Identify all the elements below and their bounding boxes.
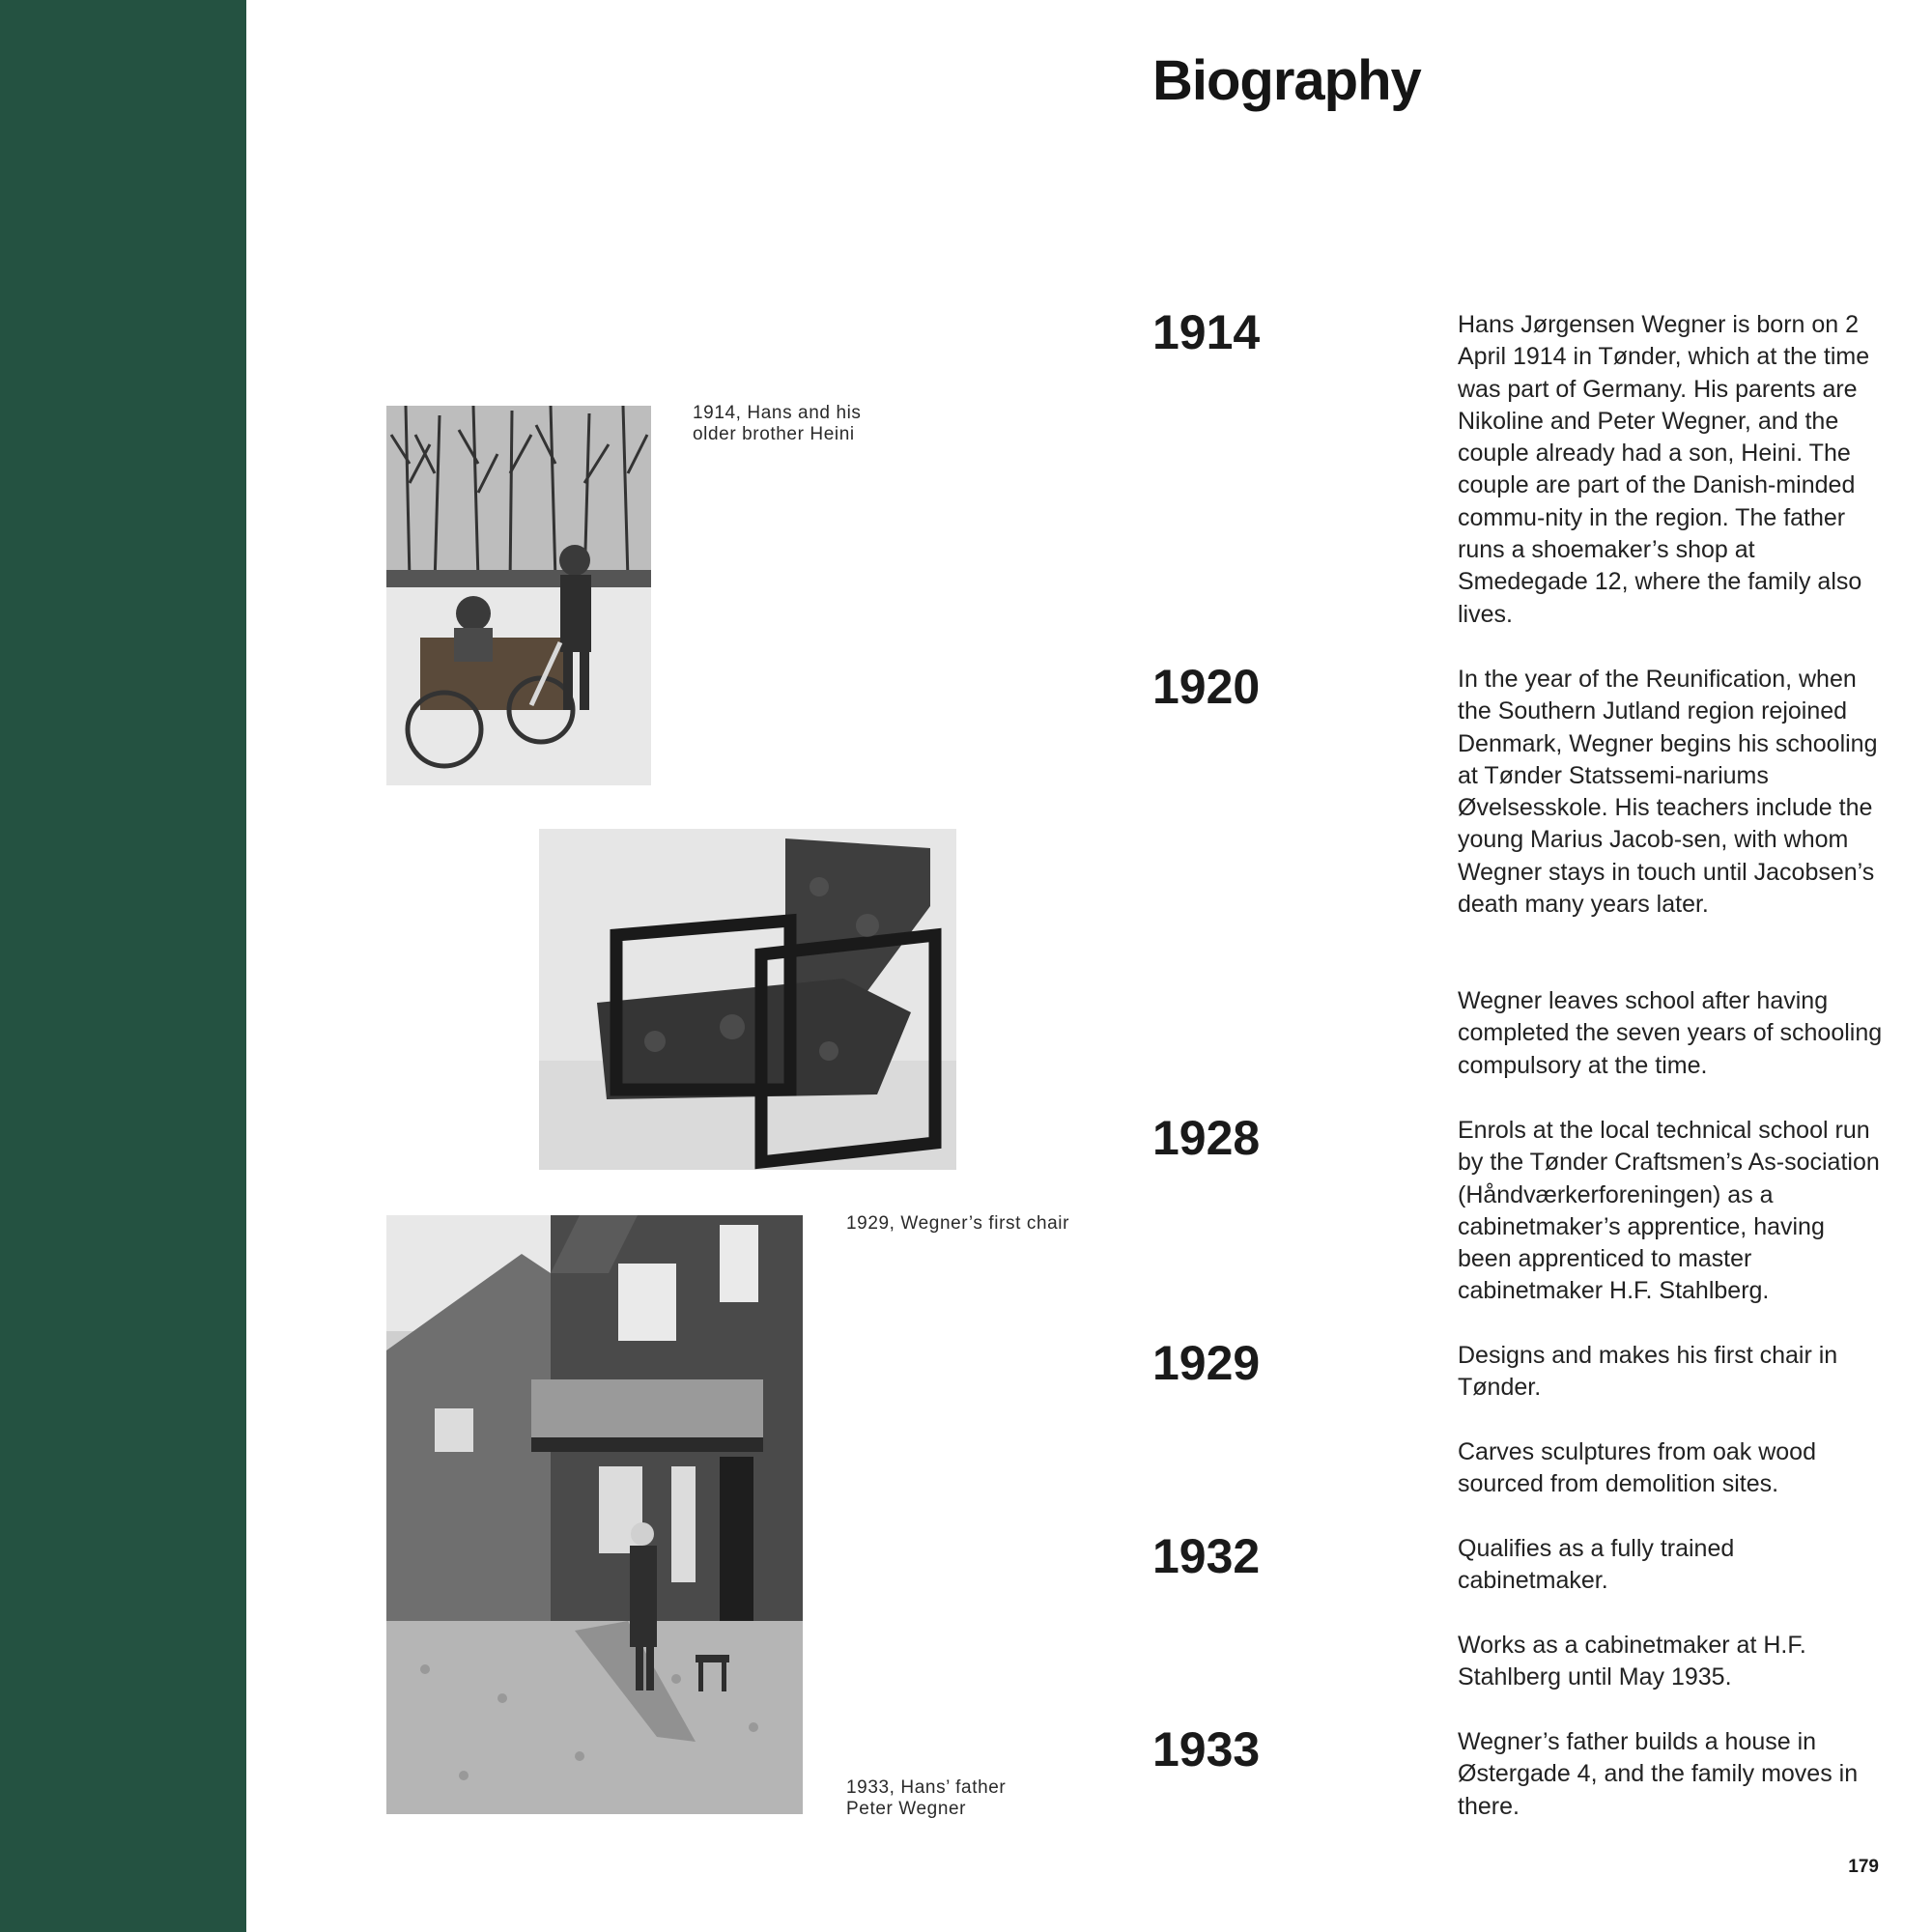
timeline-year-1914: 1914 <box>1152 305 1261 359</box>
photo-caption-1929: 1929, Wegner’s first chair <box>846 1213 1070 1234</box>
page-title: Biography <box>1152 49 1421 112</box>
timeline-paragraph-1920-b: Wegner leaves school after having completed the seven years of schooling compulsory at the time. <box>1458 987 1883 1079</box>
photo-brothers-illustration <box>386 406 651 785</box>
photo-brothers-with-cart <box>386 406 651 785</box>
photo-chair-illustration <box>539 829 956 1170</box>
timeline-year-1929: 1929 <box>1152 1336 1261 1390</box>
timeline-paragraph-1932-a: Qualifies as a fully trained cabinetmaker. <box>1458 1535 1735 1595</box>
green-side-band <box>0 0 246 1932</box>
photo-caption-1914: 1914, Hans and his older brother Heini <box>693 403 862 444</box>
timeline-paragraph-1932-b: Works as a cabinetmaker at H.F. Stahlberg until May 1935. <box>1458 1632 1806 1691</box>
timeline-year-1928: 1928 <box>1152 1111 1261 1165</box>
timeline-paragraph-1929-a: Designs and makes his first chair in Tønder. <box>1458 1342 1838 1402</box>
timeline-paragraph-1933: Wegner’s father builds a house in Østergade 4, and the family moves in there. <box>1458 1728 1859 1820</box>
timeline-year-1932: 1932 <box>1152 1529 1261 1583</box>
timeline-year-1933: 1933 <box>1152 1722 1261 1776</box>
photo-house-illustration <box>386 1215 803 1814</box>
timeline-year-1920: 1920 <box>1152 660 1261 714</box>
photo-first-chair <box>539 829 956 1170</box>
timeline-paragraph-1914: Hans Jørgensen Wegner is born on 2 April 1914 in Tønder, which at the time was part of Germany. His parents are Nikoline and Peter Wegner, and the couple already had a son, Heini. The couple are part of the Danish-minded commu-nity in the region. The father runs a shoemaker’s shop at Smedegade 12, where the family also lives. <box>1458 311 1870 628</box>
timeline-paragraph-1929-b: Carves sculptures from oak wood sourced from demolition sites. <box>1458 1438 1816 1498</box>
timeline-paragraph-1928: Enrols at the local technical school run by the Tønder Craftsmen’s As-sociation (Håndværkerforeningen) as a cabinetmaker’s apprentice, having been apprenticed to master cabinetmaker H.F. Stahlberg. <box>1458 1117 1880 1305</box>
page-number: 179 <box>1848 1857 1879 1877</box>
photo-father-and-house <box>386 1215 803 1814</box>
photo-caption-1933: 1933, Hans’ father Peter Wegner <box>846 1777 1007 1819</box>
timeline-paragraph-1920-a: In the year of the Reunification, when the Southern Jutland region rejoined Denmark, Wegner begins his schooling at Tønder Statssemi-nariums Øvelsesskole. His teachers include the young Marius Jacob-sen, with whom Wegner stays in touch until Jacobsen’s death many years later. <box>1458 666 1878 919</box>
